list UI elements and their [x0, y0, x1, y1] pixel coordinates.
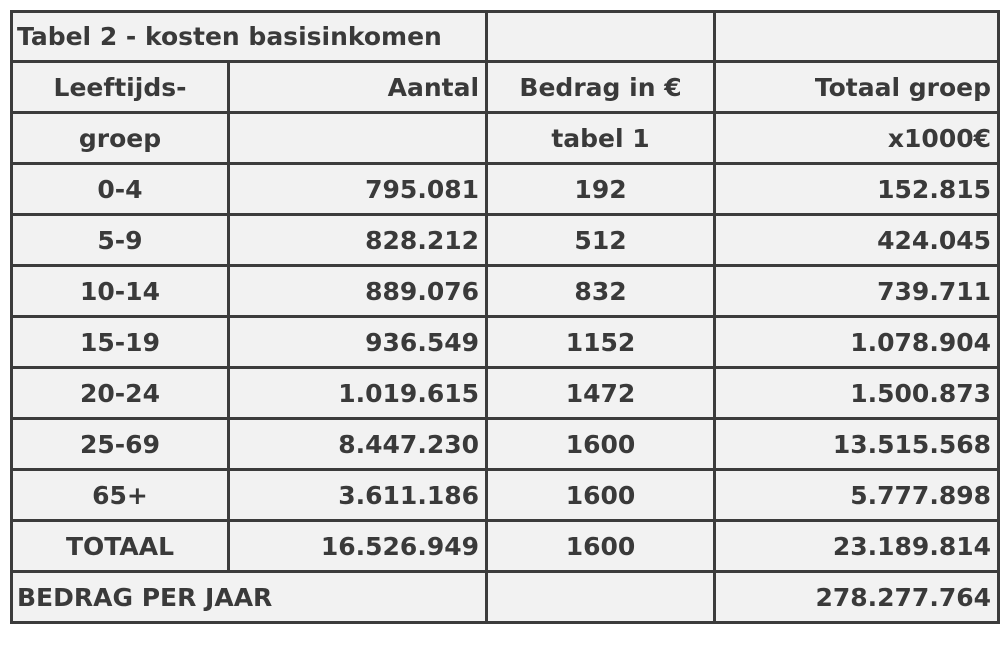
cell-bedrag: 1472	[487, 368, 715, 419]
cell-totaal-groep: 13.515.568	[715, 419, 999, 470]
footer-row	[12, 572, 999, 623]
cell-leeftijdsgroep: 0-4	[12, 164, 229, 215]
header-aantal: Aantal	[229, 62, 487, 113]
table-row	[12, 317, 999, 368]
cell-aantal: 16.526.949	[229, 521, 487, 572]
cell-aantal: 1.019.615	[229, 368, 487, 419]
header-totaal-groep: Totaal groep	[715, 62, 999, 113]
header-totaal-groep-unit: x1000€	[715, 113, 999, 164]
table-row	[12, 215, 999, 266]
header-leeftijdsgroep-cont: groep	[12, 113, 229, 164]
cell-totaal-groep: 739.711	[715, 266, 999, 317]
title-row-empty-cell	[487, 12, 715, 62]
cell-bedrag: 1600	[487, 470, 715, 521]
cell-aantal: 828.212	[229, 215, 487, 266]
cell-bedrag: 832	[487, 266, 715, 317]
cell-totaal-groep: 152.815	[715, 164, 999, 215]
cell-totaal-groep: 424.045	[715, 215, 999, 266]
header-bedrag: Bedrag in €	[487, 62, 715, 113]
footer-label: BEDRAG PER JAAR	[12, 572, 487, 623]
cell-leeftijdsgroep: 10-14	[12, 266, 229, 317]
cell-aantal: 795.081	[229, 164, 487, 215]
cell-aantal: 936.549	[229, 317, 487, 368]
title-row-empty-cell	[715, 12, 999, 62]
header-row-2	[12, 113, 999, 164]
footer-totaal: 278.277.764	[715, 572, 999, 623]
cell-totaal-groep: 23.189.814	[715, 521, 999, 572]
cell-bedrag: 1600	[487, 419, 715, 470]
cell-totaal-groep: 1.078.904	[715, 317, 999, 368]
cell-bedrag: 512	[487, 215, 715, 266]
table-row	[12, 419, 999, 470]
cell-leeftijdsgroep: 15-19	[12, 317, 229, 368]
table-row	[12, 521, 999, 572]
header-leeftijdsgroep: Leeftijds-	[12, 62, 229, 113]
cell-leeftijdsgroep: 25-69	[12, 419, 229, 470]
table-title: Tabel 2 - kosten basisinkomen	[12, 12, 487, 62]
table-row	[12, 368, 999, 419]
header-row-1	[12, 62, 999, 113]
table-body	[12, 164, 999, 572]
kosten-basisinkomen-table	[10, 10, 1000, 624]
table-row	[12, 266, 999, 317]
cell-leeftijdsgroep: 5-9	[12, 215, 229, 266]
cell-aantal: 8.447.230	[229, 419, 487, 470]
header-bedrag-cont: tabel 1	[487, 113, 715, 164]
cell-bedrag: 192	[487, 164, 715, 215]
table-row	[12, 470, 999, 521]
cell-leeftijdsgroep: 65+	[12, 470, 229, 521]
cell-totaal-groep: 1.500.873	[715, 368, 999, 419]
cell-leeftijdsgroep: 20-24	[12, 368, 229, 419]
cell-leeftijdsgroep: TOTAAL	[12, 521, 229, 572]
cell-totaal-groep: 5.777.898	[715, 470, 999, 521]
cell-aantal: 889.076	[229, 266, 487, 317]
cell-bedrag: 1600	[487, 521, 715, 572]
header-aantal-cont	[229, 113, 487, 164]
cell-aantal: 3.611.186	[229, 470, 487, 521]
table-title-row	[12, 12, 999, 62]
footer-bedrag-cell	[487, 572, 715, 623]
cell-bedrag: 1152	[487, 317, 715, 368]
table-row	[12, 164, 999, 215]
